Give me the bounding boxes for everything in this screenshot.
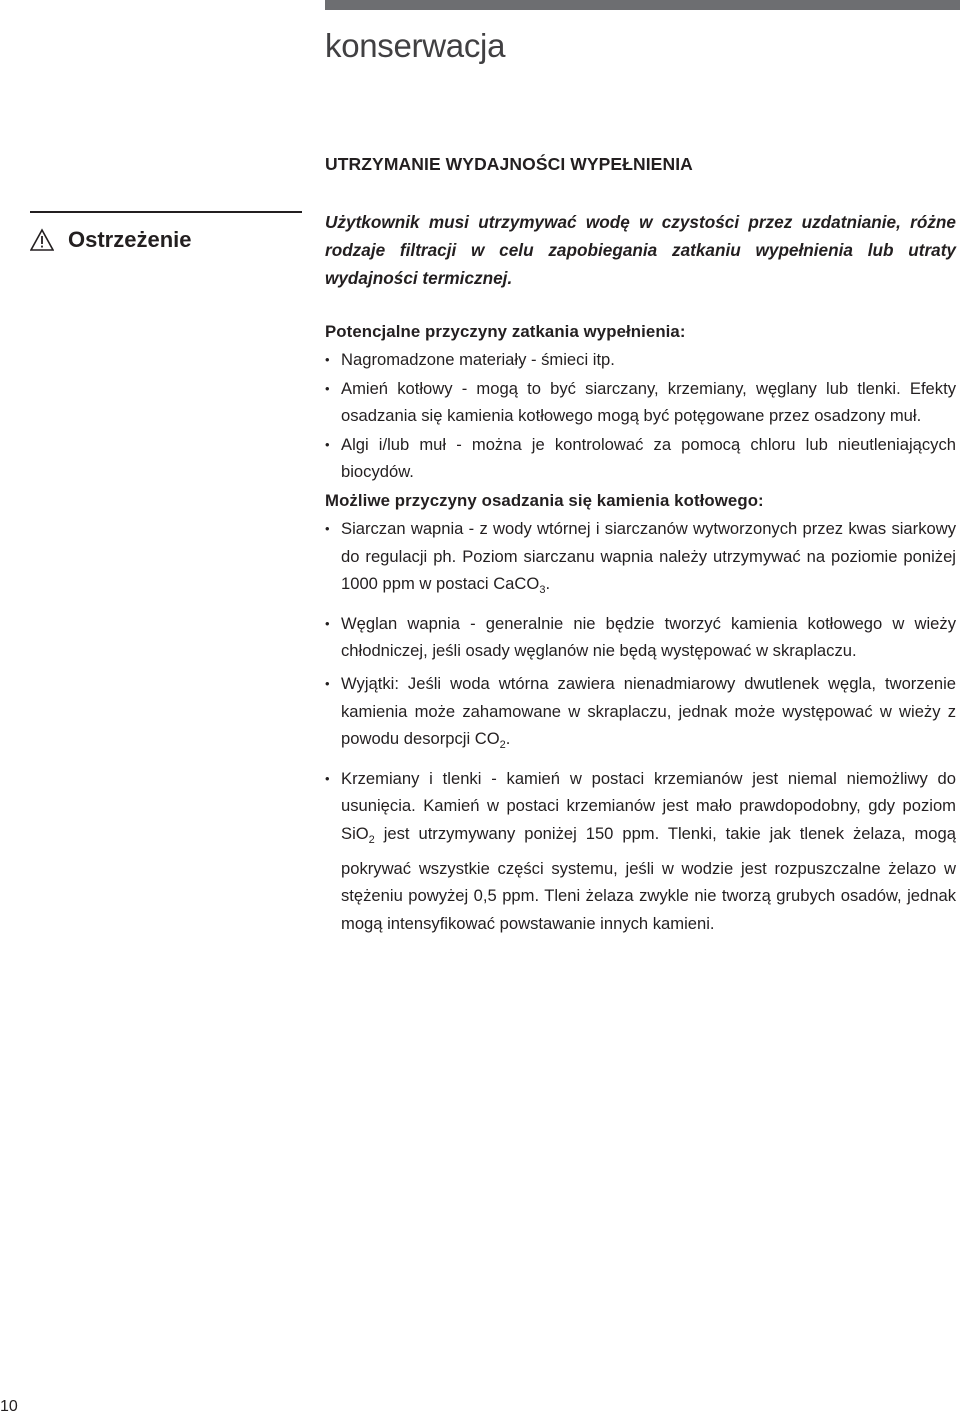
clogging-causes-heading: Potencjalne przyczyny zatkania wypełnienia: xyxy=(325,322,686,341)
list-item xyxy=(325,431,956,486)
subscript: 2 xyxy=(368,833,375,846)
bullet: • xyxy=(325,770,330,786)
page-heading: UTRZYMANIE WYDAJNOŚCI WYPEŁNIENIA xyxy=(325,154,693,174)
bullet: • xyxy=(325,436,330,452)
list-item-end: . xyxy=(505,729,511,749)
warning-label: Ostrzeżenie xyxy=(68,227,192,252)
clogging-causes-list xyxy=(325,346,956,486)
bullet: • xyxy=(325,380,330,396)
subscript: 3 xyxy=(539,584,546,597)
list-item xyxy=(325,765,956,938)
bullet: • xyxy=(325,352,330,367)
warning-box xyxy=(30,211,302,253)
section-title: konserwacja xyxy=(325,27,506,64)
bullet: • xyxy=(325,675,330,691)
list-item xyxy=(325,670,956,760)
list-item-text: Krzemiany i tlenki - kamień w postaci krzemianów jest niemal niemożliwy do usunięcia. Kamień w postaci krzemianów jest mało prawdopodobny, gdy poziom SiO xyxy=(341,768,956,843)
list-item-text: Węglan wapnia - generalnie nie będzie tworzyć kamienia kotłowego w wieży chłodniczej, jeśli osady węglanów nie będą występować w skraplaczu. xyxy=(341,613,956,661)
list-item xyxy=(325,610,956,665)
list-item-text-continued: jest utrzymywany poniżej 150 ppm. Tlenki, takie jak tlenek żelaza, mogą pokrywać wszystkie części systemu, jeśli w wodzie jest rozpuszczalne żelazo w stężeniu powyżej 0,5 ppm. Tleni żelaza zwykle nie tworzą grubych osadów, jednak mogą intensyfikować powstawanie innych kamieni. xyxy=(341,823,956,933)
list-item-end: . xyxy=(545,574,551,594)
list-item xyxy=(325,346,956,374)
warning-triangle-icon xyxy=(30,228,54,252)
main-content xyxy=(325,318,956,942)
header-bar xyxy=(325,0,960,10)
warning-text: Użytkownik musi utrzymywać wodę w czystości przez uzdatnianie, różne rodzaje filtracji w celu zapobiegania zatkaniu wypełnienia lub utraty wydajności termicznej. xyxy=(325,212,956,288)
list-item xyxy=(325,375,956,430)
scale-causes-heading: Możliwe przyczyny osadzania się kamienia kotłowego: xyxy=(325,490,764,510)
list-item xyxy=(325,515,956,605)
warning-label-row xyxy=(30,227,302,253)
bullet: • xyxy=(325,615,330,631)
list-item-text: Wyjątki: Jeśli woda wtórna zawiera nienadmiarowy dwutlenek węgla, tworzenie kamienia może zahamowane w skraplaczu, jednak może występować w wieży z powodu desorpcji CO xyxy=(341,673,956,749)
list-item-text: Siarczan wapnia - z wody wtórnej i siarczanów wytworzonych przez kwas siarkowy do regulacji ph. Poziom siarczanu wapnia należy utrzymywać na poziomie poniżej 1000 ppm w postaci CaCO xyxy=(341,518,956,594)
subscript: 2 xyxy=(499,739,506,752)
list-item-text: Amień kotłowy - mogą to być siarczany, krzemiany, węglany lub tlenki. Efekty osadzania się kamienia kotłowego mogą być potęgowane przez osadzony muł. xyxy=(341,378,956,426)
list-item-text: Algi i/lub muł - można je kontrolować za pomocą chloru lub nieutleniających biocydów. xyxy=(341,434,956,482)
page-number: 10 xyxy=(0,1398,18,1415)
list-item-text: Nagromadzone materiały - śmieci itp. xyxy=(341,350,615,369)
scale-causes-list xyxy=(325,515,956,937)
bullet: • xyxy=(325,520,330,536)
